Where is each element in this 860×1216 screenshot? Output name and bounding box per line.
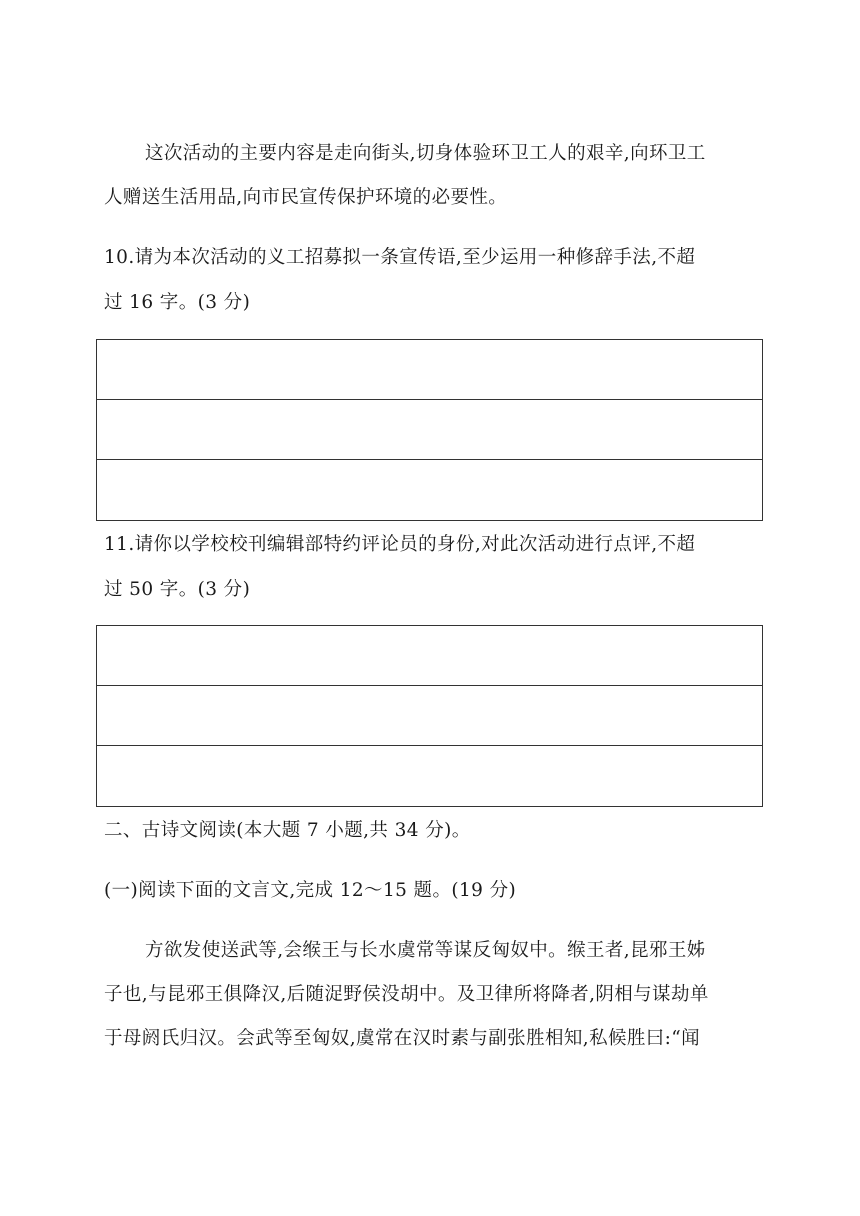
intro-line-2: 人赠送生活用品,向市民宣传保护环境的必要性。 <box>104 187 508 208</box>
answer-row[interactable] <box>97 626 762 686</box>
answer-row[interactable] <box>97 400 762 460</box>
passage-line-2: 子也,与昆邪王俱降汉,后随浞野侯没胡中。及卫律所将降者,阴相与谋劫单 <box>104 984 709 1005</box>
intro-line-1: 这次活动的主要内容是走向街头,切身体验环卫工人的艰辛,向环卫工 <box>145 143 706 164</box>
passage-line-3: 于母阏氏归汉。会武等至匈奴,虞常在汉时素与副张胜相知,私候胜曰:“闻 <box>104 1028 701 1049</box>
question-11-answer-box[interactable] <box>96 625 763 807</box>
question-11-line-1: 11.请你以学校校刊编辑部特约评论员的身份,对此次活动进行点评,不超 <box>104 534 696 555</box>
answer-row[interactable] <box>97 460 762 520</box>
question-10-answer-box[interactable] <box>96 339 763 521</box>
passage-line-1: 方欲发使送武等,会缑王与长水虞常等谋反匈奴中。缑王者,昆邪王姊 <box>145 940 706 961</box>
question-10-line-2: 过 16 字。(3 分) <box>104 292 251 313</box>
answer-row[interactable] <box>97 340 762 400</box>
section-2-heading: 二、古诗文阅读(本大题 7 小题,共 34 分)。 <box>104 820 471 841</box>
answer-row[interactable] <box>97 686 762 746</box>
answer-row[interactable] <box>97 746 762 806</box>
section-2-subheading: (一)阅读下面的文言文,完成 12～15 题。(19 分) <box>104 880 517 901</box>
question-10-line-1: 10.请为本次活动的义工招募拟一条宣传语,至少运用一种修辞手法,不超 <box>104 247 696 268</box>
question-11-line-2: 过 50 字。(3 分) <box>104 579 251 600</box>
